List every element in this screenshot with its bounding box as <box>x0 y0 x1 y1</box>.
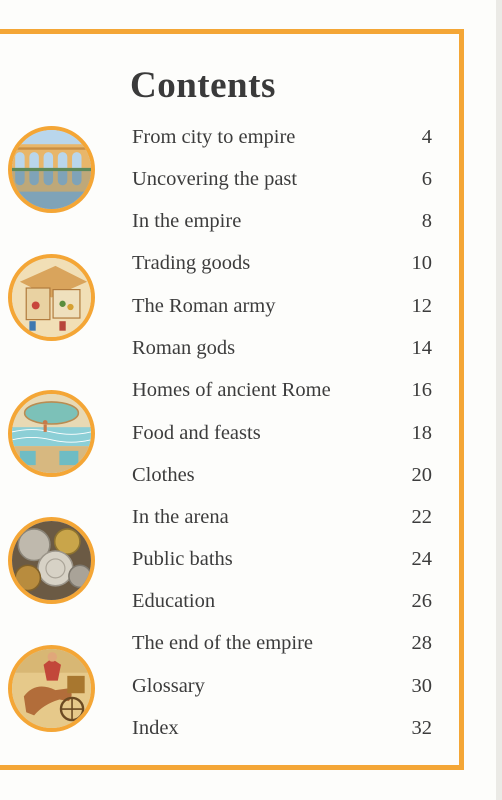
baths-illustration-thumbnail <box>8 390 95 477</box>
toc-entry-from-city-to-empire[interactable] <box>132 122 432 152</box>
toc-entry-page: 24 <box>411 547 432 570</box>
toc-entry-public-baths[interactable] <box>132 544 432 574</box>
toc-entry-page: 18 <box>411 421 432 444</box>
toc-entry-trading-goods[interactable] <box>132 248 432 278</box>
toc-entry-in-the-empire[interactable] <box>132 206 432 236</box>
toc-entry-homes-of-ancient-rome[interactable] <box>132 375 432 405</box>
toc-entry-page: 22 <box>411 505 432 528</box>
toc-entry-the-roman-army[interactable] <box>132 291 432 321</box>
toc-entry-in-the-arena[interactable] <box>132 502 432 532</box>
toc-entry-the-end-of-the-empire[interactable] <box>132 628 432 658</box>
toc-entry-page: 12 <box>411 294 432 317</box>
toc-entry-label: Index <box>132 716 179 739</box>
toc-entry-food-and-feasts[interactable] <box>132 418 432 448</box>
aqueduct-thumbnail <box>8 126 95 213</box>
toc-entry-uncovering-the-past[interactable] <box>132 164 432 194</box>
toc-entry-page: 8 <box>421 209 432 232</box>
toc-entry-page: 14 <box>411 336 432 359</box>
toc-entry-label: In the arena <box>132 505 229 528</box>
toc-entry-label: Clothes <box>132 463 195 486</box>
toc-entry-page: 26 <box>411 589 432 612</box>
toc-entry-page: 4 <box>421 125 432 148</box>
toc-entry-label: From city to empire <box>132 125 296 148</box>
toc-entry-page: 30 <box>411 674 432 697</box>
toc-entry-label: Homes of ancient Rome <box>132 378 331 401</box>
toc-entry-label: Uncovering the past <box>132 167 298 190</box>
toc-entry-page: 20 <box>411 463 432 486</box>
toc-entry-page: 32 <box>411 716 432 739</box>
toc-entry-label: The Roman army <box>132 294 276 317</box>
coins-thumbnail <box>8 517 95 604</box>
toc-entry-label: Roman gods <box>132 336 236 359</box>
chariot-illustration-thumbnail <box>8 645 95 732</box>
toc-entry-label: Public baths <box>132 547 233 570</box>
toc-entry-glossary[interactable] <box>132 671 432 701</box>
toc-entry-label: Education <box>132 589 216 612</box>
toc-entry-index[interactable] <box>132 713 432 743</box>
page-edge <box>496 0 502 800</box>
toc-entry-label: Trading goods <box>132 251 251 274</box>
toc-entry-label: Glossary <box>132 674 205 697</box>
toc-entry-clothes[interactable] <box>132 460 432 490</box>
toc-entry-page: 10 <box>411 251 432 274</box>
toc-entry-page: 28 <box>411 631 432 654</box>
toc-entry-education[interactable] <box>132 586 432 616</box>
toc-entry-page: 6 <box>421 167 432 190</box>
page-title: Contents <box>130 65 276 106</box>
market-illustration-thumbnail <box>8 254 95 341</box>
toc-entry-label: The end of the empire <box>132 631 314 654</box>
toc-entry-page: 16 <box>411 378 432 401</box>
toc-entry-roman-gods[interactable] <box>132 333 432 363</box>
toc-entry-label: Food and feasts <box>132 421 261 444</box>
toc-entry-label: In the empire <box>132 209 242 232</box>
